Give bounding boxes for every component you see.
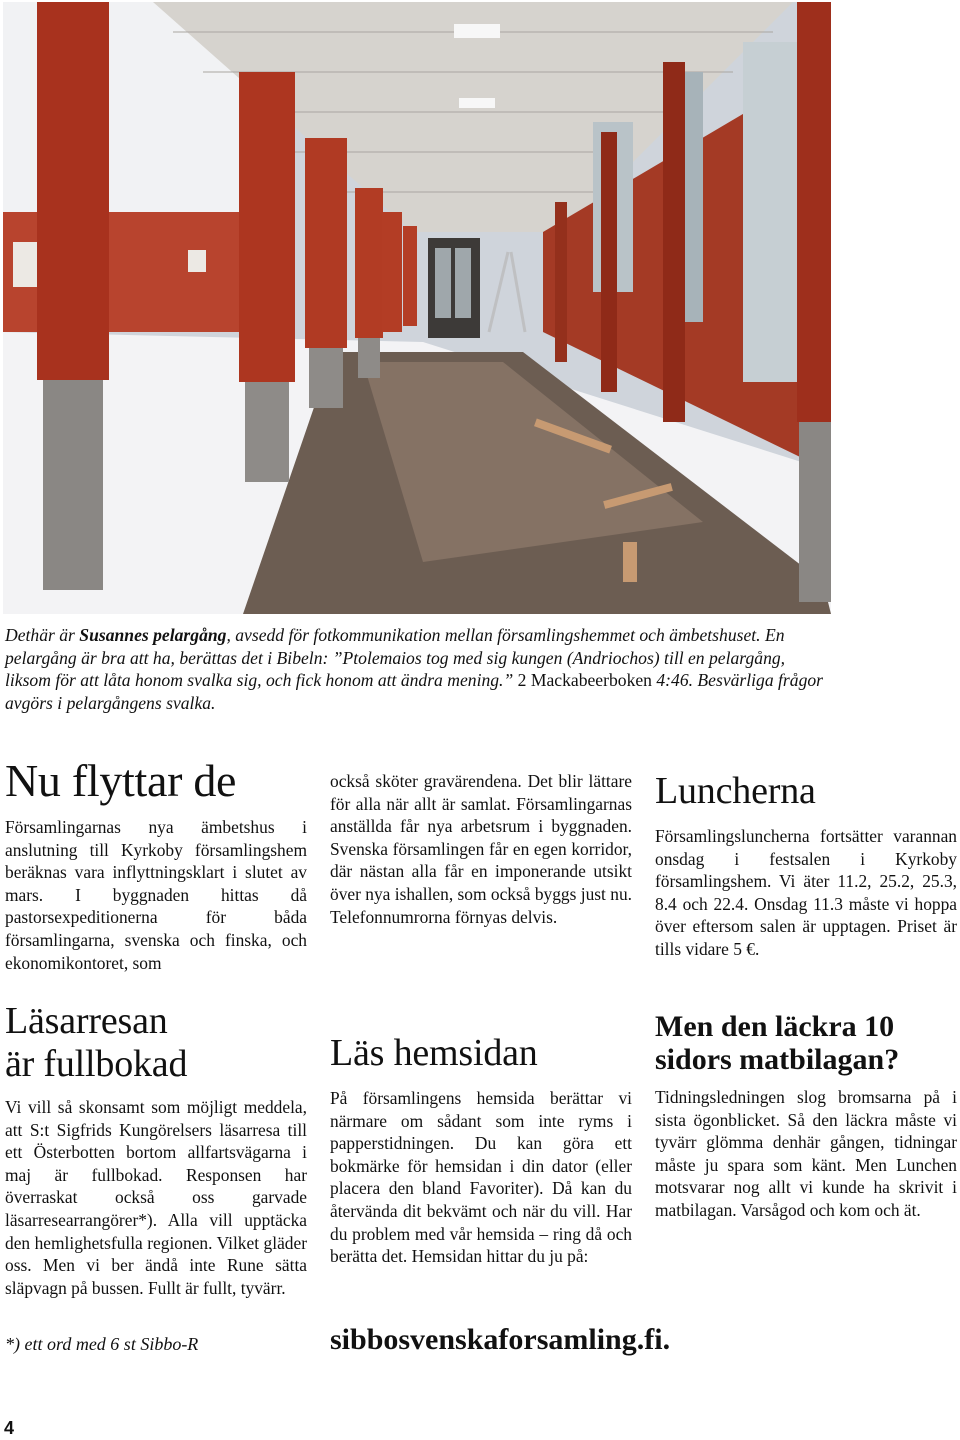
body-nu-flyttar-de-continued: också sköter gravärendena. Det blir lättare för alla när allt är samlat. Församlingarnas anställda får nya arbetsrum i byggnaden. Svenska församlingen får en egen korridor, där nästan alla får en imponerande utsikt över nya ishallen, som också byggs just nu. Telefonnumrorna förnyas delvis. [330,771,632,927]
heading-las-hemsidan: Läs hemsidan [330,1032,538,1074]
body-matbilagan: Tidningsledningen slog bromsarna på i sista ögonblicket. Så den läckra måste vi tyvärr glömma denhär gången, tidningar måste ju spara som känt. Men Lunchen motsvarar nog allt vi kunde ha skrivit i matbilagan. Varsågod och kom och ät. [655,1087,957,1220]
heading-luncherna: Luncherna [655,770,816,812]
article-nu-flyttar-de [5,755,307,974]
body-nu-flyttar-de: Församlingarnas nya ämbetshus i anslutning till Kyrkoby församlingshem beräknas vara inflyttningsklart i slutet av mars. I byggnaden hittas då pastorsexpeditionerna för båda församlingarna, svenska och finska, och ekonomikontoret, som [5,817,307,973]
body-lasarresan: Vi vill så skonsamt som möjligt meddela, att S:t Sigfrids Kungörelsers läsarresa till ett Österbotten bortom allfartsvägarna i maj är fullbokad. Responsen har överraskat också oss garvade läsarresearrangörer*). Alla vill upptäcka den hemlighetsfulla regionen. Vilket gläder oss. Men vi ber ändå inte Rune sätta släpvagn på bussen. Fullt är fullt, tyvärr. [5,1097,307,1298]
article-nu-flyttar-de-continued [330,770,632,928]
body-las-hemsidan: På församlingens hemsida berättar vi närmare om sådant som inte ryms i papperstidningen. Du kan göra ett bokmärke för hemsidan i din dator (eller placera den bland Favoriter). Då kan du återvända dit bekvämt och när du vill. Har du problem med vår hemsida – ring då och berätta det. Hemsidan hittar du ju på: [330,1088,632,1267]
colonnade-photo [3,2,831,614]
photo-caption [5,624,835,714]
website-url: sibbosvenskaforsamling.fi. [330,1323,671,1356]
heading-lasarresan-line2: är fullbokad [5,1043,188,1085]
article-las-hemsidan [330,1032,632,1268]
article-luncherna [655,770,957,961]
heading-matbilagan-line1: Men den läckra 10 [655,1010,895,1043]
caption-bold: Susannes pelargång [79,625,227,645]
heading-nu-flyttar-de: Nu flyttar de [5,755,237,806]
caption-text: Dethär är [5,625,80,645]
heading-matbilagan-line2: sidors matbilagan? [655,1043,900,1076]
article-matbilagan [655,1010,957,1222]
caption-reference: 2 Mackabeerboken [513,670,657,691]
article-lasarresan [5,1000,307,1299]
caption-text-3: 4:46. Besvärliga frågor avgörs i pelargångens svalka. [5,670,824,713]
footnote: *) ett ord med 6 st Sibbo-R [5,1334,199,1354]
heading-lasarresan-line1: Läsarresan [5,1000,168,1042]
caption-text-2: , avsedd för fotkommunikation mellan församlingshemmet och ämbetshuset. En pelargång är bra att ha, berättas det i Bibeln: ”Ptolemaios tog med sig kungen (Andriochos) till en pelargång, liksom för att låta honom svalka sig, och fick honom att ändra mening.” [5,625,786,691]
page-number: 4 [4,1418,15,1438]
body-luncherna: Församlingsluncherna fortsätter varannan onsdag i festsalen i Kyrkoby församlingshem. Vi äter 11.2, 25.2, 25.3, 8.4 och 22.4. Onsdag 11.3 måste vi hoppa över eftersom salen är upptagen. Priset är tills vidare 5 €. [655,826,957,959]
